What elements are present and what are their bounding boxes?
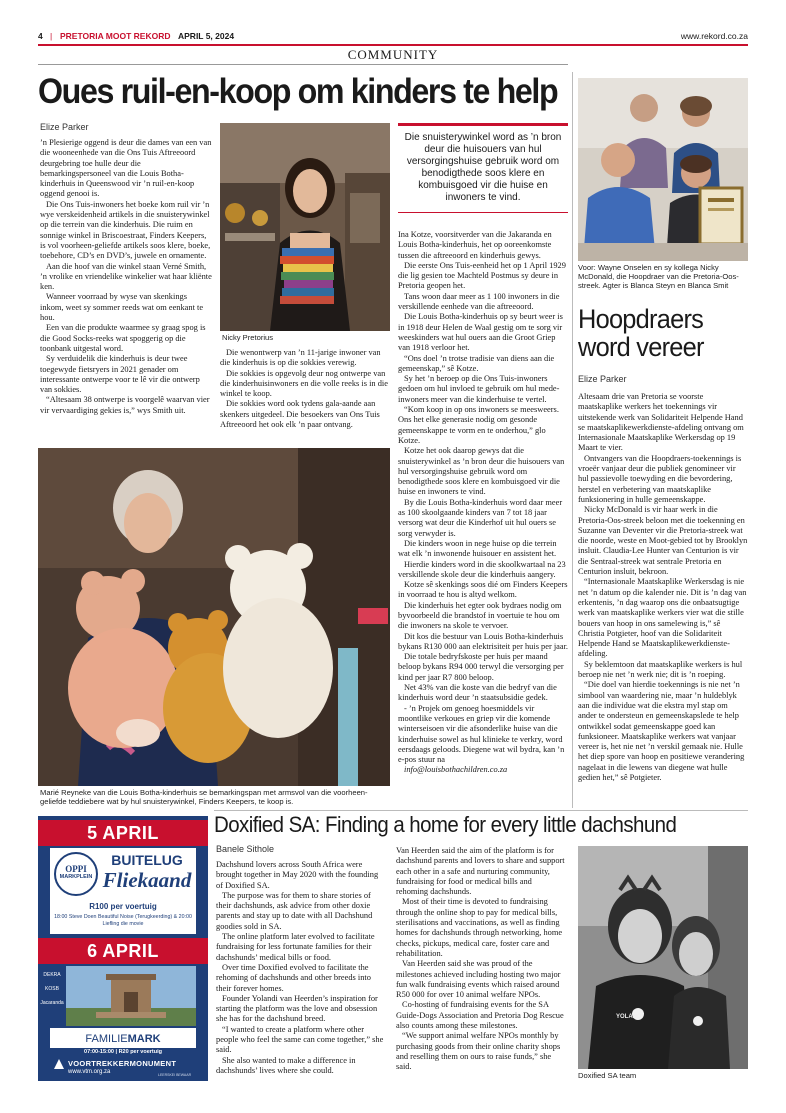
publication-name: PRETORIA MOOT REKORD <box>60 31 171 41</box>
photo-teddy-image <box>38 448 390 786</box>
paragraph: Sy het ’n beroep op die Ons Tuis-inwoners gedoen om hul invloed te gebruik om hul mede-inwoners meer van die kinderhuise te vertel. <box>398 374 560 404</box>
article2-body <box>578 392 748 783</box>
paragraph: Nicky McDonald is vir haar werk in die Pretoria-Oos-streek beloon met die toekenning en Suzanne van Deventer vir die Pretoria-streek wat die noorde, weste en Moot-gebied tot by Brooklyn insluit. Claudia-Lee Hunter van Centurion is vir die Sentraal-streek wat sentrale Pretoria en Centurion insluit, bekroon. <box>578 505 748 577</box>
paragraph: Die eerste Ons Tuis-eenheid het op 1 April 1929 die lig gesien toe Machteld Postmus sy deure in Pretoria geopen het. <box>398 260 566 291</box>
paragraph: Die kinders woon in nege huise op die terrein wat elk ’n inwonende huisouer en assistent het. <box>398 538 557 559</box>
photo4-caption: Doxified SA team <box>578 1071 637 1080</box>
paragraph: Van Heerden said the aim of the platform is for dachshund parents and lovers to share and support each other in a safe and nurturing community, fundraising for food or medical bills and rehoming dachshunds. <box>396 846 565 897</box>
header-separator: | <box>50 31 53 41</box>
article3-col1 <box>216 860 384 1076</box>
paragraph: “Altesaam 38 ontwerpe is voorgelê waarvan vier vir vervaardiging gekies is,” wys Smith uit. <box>40 395 210 415</box>
paragraph: Die totale bedryfskoste per huis per maand beloop bykans R94 000 terwyl die versorging per kind per jaar R7 800 beloop. <box>398 652 564 682</box>
ad-event2-title-a: FAMILIE <box>85 1033 128 1045</box>
paragraph: Die kinderhuis het egter ook bydraes nodig om byvoorbeeld die brandstof in voertuie te hou om die inwoners na skole te vervoer. <box>398 600 562 631</box>
ad-event2-title-b: MARK <box>127 1033 161 1045</box>
article2-headline: Hoopdraers word vereer <box>578 304 704 362</box>
article2-byline: Elize Parker <box>578 374 627 384</box>
paragraph: Sy beklemtoon dat maatskaplike werkers is hul beroep nie net ’n werk nie; dit is ’n roeping. <box>578 659 743 680</box>
ad-event1-price: R100 per voertuig <box>89 902 157 911</box>
column-divider <box>572 72 573 808</box>
ad-sponsors <box>40 968 64 1010</box>
ad-event1-panel <box>50 848 196 934</box>
paragraph: Wanneer voorraad by wyse van skenkings inkom, weet sy sommer reeds wat om eenkant te hou. <box>40 292 204 323</box>
paragraph: “Die doel van hierdie toekennings is nie net ’n simbool van waardering nie, maar ’n huldeblyk aan die individue wat die ekstra myl stap om ander te ondersteun en gemeenskapslede te help ontwikkel sodat gemeenskappe goed kan funksioneer. Maatskaplike werkers wat vanjaar vereer is, het nie net ’n verskil gemaak nie. Hulle het diep spore van hoop en positiewe verandering nagelaat in die lewens van diegene wat hulle gedien het,” sê Potgieter. <box>578 680 745 782</box>
paragraph: “Kom koop in op ons inwoners se meesweers. Ons het elke generasie nodig om gesonde gemeenskappe te vorm en te onderhou,” glo Kotze. <box>398 405 559 445</box>
masthead-bar <box>38 28 748 44</box>
article1-col3 <box>398 230 568 776</box>
paragraph: ’n Plesierige oggend is deur die dames van een van die wooneenhede van die Ons Tuis Aftreeoord deurgebring toe hulle deur die bemarkingspersoneel van die Louis Botha-kinderhuis in Queenswood vir ’n ruil-en-koop oggend genooi is. <box>40 138 212 199</box>
paragraph: Over time Doxified evolved to facilitate the rehoming of dachshunds and other breeds into their forever homes. <box>216 962 371 993</box>
paragraph: Ontvangers van die Hoopdraers-toekennings is vroeër vanjaar deur die publiek genomineer vir hul passievolle toewyding en die bevordering, herstel en verbetering van maatskaplike funksionering in hulle gemeenskappe. <box>578 453 742 504</box>
paragraph: “We support animal welfare NPOs monthly by purchasing goods from their online charity shops and reselling them on ours to raise funds,” she said. <box>396 1031 561 1072</box>
sponsor-3: Jacaranda <box>40 1000 64 1006</box>
ad-monument-name: VOORTREKKERMONUMENT <box>68 1059 177 1068</box>
paragraph: Tans woon daar meer as 1 100 inwoners in die verskillende eenhede van die aftreeoord. <box>398 291 560 312</box>
paragraph: Aan die hoof van die winkel staan Verné Smith, ’n vrolike en vriendelike winkelier wat haar kliënte ken. <box>40 261 212 292</box>
paragraph: Hierdie kinders word in die skoolkwartaal na 23 verskillende skole deur die kinderhuis aangery. <box>398 559 566 579</box>
paragraph: Van Heerden said she was proud of the milestones achieved including hosting two major fun walk fundraising events which raised around R50 000 for over 10 animal welfare NPOs. <box>396 959 561 1000</box>
paragraph: By die Louis Botha-kinderhuis word daar meer as 100 skoolgaande kinders van 7 tot 18 jaar versorg wat deur die Kinderhof uit hul ouers se sorg verwyder is. <box>398 497 563 538</box>
paragraph: The online platform later evolved to facilitate fundraising for less fortunate families for their dachshunds’ medical bills or food. <box>216 932 375 962</box>
ad-event1-title: BUITELUG <box>111 852 183 868</box>
paragraph: Kotze sê skenkings soos dié om Finders Keepers in voorraad te hou is altyd welkom. <box>398 580 568 600</box>
logo-top-text: OPPI <box>65 864 87 874</box>
article1-col2 <box>220 348 390 430</box>
photo-hoopdraers <box>578 78 748 261</box>
paragraph: Dachshund lovers across South Africa were brought together in May 2020 with the founding of Doxified SA. <box>216 860 379 890</box>
paragraph: Ina Kotze, voorsitverder van die Jakaranda en Louis Botha-kinderhuis, het op ooreenkomste tussen die aftreeoord en kinderhuis gewys. <box>398 230 552 260</box>
photo2-caption: Marié Reyneke van die Louis Botha-kinderhuis se bemarkingspan met armsvol van die voorheen-geliefde teddiebere wat by hul snuisterywinkel, Finders Keepers, te koop is. <box>40 788 368 807</box>
photo-hoopdraers-image <box>578 78 748 261</box>
paragraph: Die wenontwerp van ’n 11-jarige inwoner van die kinderhuis is op die sokkies verewig. <box>220 348 381 368</box>
issue-date: APRIL 5, 2024 <box>178 31 235 41</box>
paragraph: “I wanted to create a platform where other people who feel the same can come together,” she said. <box>216 1024 384 1055</box>
section-label: COMMUNITY <box>347 47 439 62</box>
ad-date-1: 5 APRIL <box>38 820 208 846</box>
logo-bottom-text: MARKPLEIN <box>59 874 93 880</box>
photo3-caption: Voor: Wayne Onselen en sy kollega Nicky McDonald, die Hoopdraer van die Pretoria-Oos-streek. Agter is Blanca Steyn en Blanca Smit <box>578 263 739 291</box>
ad-event1-details: 18:00 Steve Doen Beautiful Noise (Terugkeerding) & 20:00 Liefling die movie <box>54 914 192 927</box>
page-number: 4 <box>38 31 43 41</box>
contact-email[interactable]: info@louisbothachildren.co.za <box>404 765 508 775</box>
article3-headline: Doxified SA: Finding a home for every little dachshund <box>214 812 677 837</box>
paragraph: Most of their time is devoted to fundraising through the online shop to pay for medical bills, sterilisations and vaccinations, as well as finding homes for dachshunds through networking, home checks, pickups, medical care, foster care and rehabilitation. <box>396 897 563 958</box>
article1-col1 <box>40 138 212 416</box>
photo1-caption: Nicky Pretorius <box>222 333 274 342</box>
photo-teddy-bears <box>38 448 390 786</box>
shirt-text: YOLANDI <box>616 1014 643 1020</box>
website-url[interactable]: www.rekord.co.za <box>680 31 748 41</box>
ad-url[interactable]: www.vtm.org.za <box>68 1069 111 1075</box>
ad-footer: LEERSKEI BEWAAR <box>158 1073 192 1077</box>
paragraph: Sy verduidelik die kinderhuis is deur twee toegewyde fietsryers in 2021 genader om interessante ontwerpe voor te lê vir die ontwerp van sokkies. <box>40 354 200 395</box>
ad-event2-panel <box>50 1028 196 1048</box>
paragraph: The purpose was for them to share stories of their dachshunds, ask advice from other doxie parents and stay up to date with all Dachshund goodies sold in SA. <box>216 890 373 931</box>
header-rule <box>38 44 748 46</box>
sponsor-2: KOSB <box>45 986 59 992</box>
paragraph: Die sokkies word ook tydens gala-aande aan skenkers uitgedeel. Die besoekers van Ons Tuis Aftreeoord het ook elk ’n paar ontvang. <box>220 399 380 430</box>
paragraph: Kotze het ook daarop gewys dat die snuisterywinkel as ’n bron deur die huisouers van hul versorgingshuise gebruik word om benodigthede soos klere en kombuisgoed vir die huise en inwoners te vind. <box>398 446 565 497</box>
paragraph: Een van die produkte waarmee sy graag spog is die Good Socks-reeks wat spoggerig op die toonbank uitgestal word. <box>40 323 206 353</box>
paragraph: “Ons doel ’n trotse tradisie van diens aan die gemeenskap,” sê Kotze. <box>398 353 555 373</box>
oppi-markplein-logo <box>54 852 98 896</box>
article3-col2 <box>396 846 566 1073</box>
photo-nicky-pretorius <box>220 123 390 331</box>
paragraph: “Internasionale Maatskaplike Werkersdag is nie net ’n datum op die kalender nie. Dit is ’n dag van erkentenis, ’n dag waarop ons die onbaatsugtige werk van maatskaplike werkers vier wat die stille bouers van hoop in ons samelewing is,” sê Christia Potgieter, hoof van die Solidariteit Helpende Hand se Maatskaplikewerkdienste-afdeling. <box>578 577 747 659</box>
paragraph: Founder Yolandi van Heerden’s inspiration for starting the platform was the love and obsession she has for the dachshund breed. <box>216 993 378 1024</box>
article1-headline: Oues ruil-en-koop om kinders te help <box>38 72 558 111</box>
ad-event2-details: 07:00-15:00 | R20 per voertuig <box>84 1049 162 1055</box>
monument-illustration <box>66 966 196 1026</box>
paragraph: Co-hosting of fundraising events for the SA Guide-Dogs Association and Pretoria Dog Rescue also counts among these milestones. <box>396 1000 564 1031</box>
paragraph: Die Ons Tuis-inwoners het boeke kom ruil vir ’n wye verskeidenheid artikels in die snuisterywinkel op die terrein van die kinderhuis. Die ruim en sonnige winkel in Briscoestraat, Finders Keepers, is vol voorheen-geliefde artikels soos klere, boeke, toebehore, CD’s en DVD’s, juwele en ornamente. <box>40 199 211 261</box>
photo-nicky-image <box>220 123 390 331</box>
article3-rule <box>214 810 748 811</box>
paragraph: Die sokkies is opgevolg deur nog ontwerpe van die kinderhuisinwoners en die volle reeks is in die winkel te koop. <box>220 368 388 399</box>
article1-byline: Elize Parker <box>40 122 89 132</box>
advertisement[interactable] <box>38 816 208 1081</box>
section-rule <box>38 64 568 65</box>
paragraph: Altesaam drie van Pretoria se voorste maatskaplike werkers het toekennings vir uitstekende werk van Solidariteit Helpende Hand se maatskaplikewerkdienste-afdeling ontvang om Internasionale Maatskaplike Werkersdag op 19 Maart te vier. <box>578 392 744 453</box>
paragraph: She also wanted to make a difference in dachshunds’ lives where she could. <box>216 1055 356 1075</box>
paragraph: Dit kos die bestuur van Louis Botha-kinderhuis bykans R130 000 aan elektrisiteit per huis per jaar. <box>398 631 569 651</box>
photo-doxified-team <box>578 846 748 1069</box>
ad-date-2: 6 APRIL <box>38 938 208 964</box>
ad-event1-script: Fliekaand <box>102 868 192 892</box>
pull-quote: Die snuisterywinkel word as ’n bron deur die huisouers van hul versorgingshuise gebruik word om benodigthede soos klere en kombuisgoed vir die huise en inwoners te vind. <box>398 123 568 213</box>
paragraph: - ’n Projek om genoeg hoesmiddels vir moontlike verkoues en griep vir die komende winterseisoen vir die afsonderlike huise van die kinderhuise sowel as hul klinieke te verkry, word eersdaags geloods. Diegene wat wil bydra, kan ’n e-pos stuur na <box>398 703 565 765</box>
paragraph: Die Louis Botha-kinderhuis op sy beurt weer is in 1918 deur Helen de Waal gestig om te sorg vir weeskinders wat hul ouers aan die Groot Griep van 1918 verloor het. <box>398 312 563 353</box>
sponsor-1: DEKRA <box>43 972 61 978</box>
paragraph: Net 43% van die koste van die bedryf van die kinderhuis word deur ’n staatsubsidie gedek. <box>398 683 557 703</box>
photo-doxified-image <box>578 846 748 1069</box>
monument-logo-icon <box>54 1059 64 1069</box>
article3-byline: Banele Sithole <box>216 844 275 854</box>
